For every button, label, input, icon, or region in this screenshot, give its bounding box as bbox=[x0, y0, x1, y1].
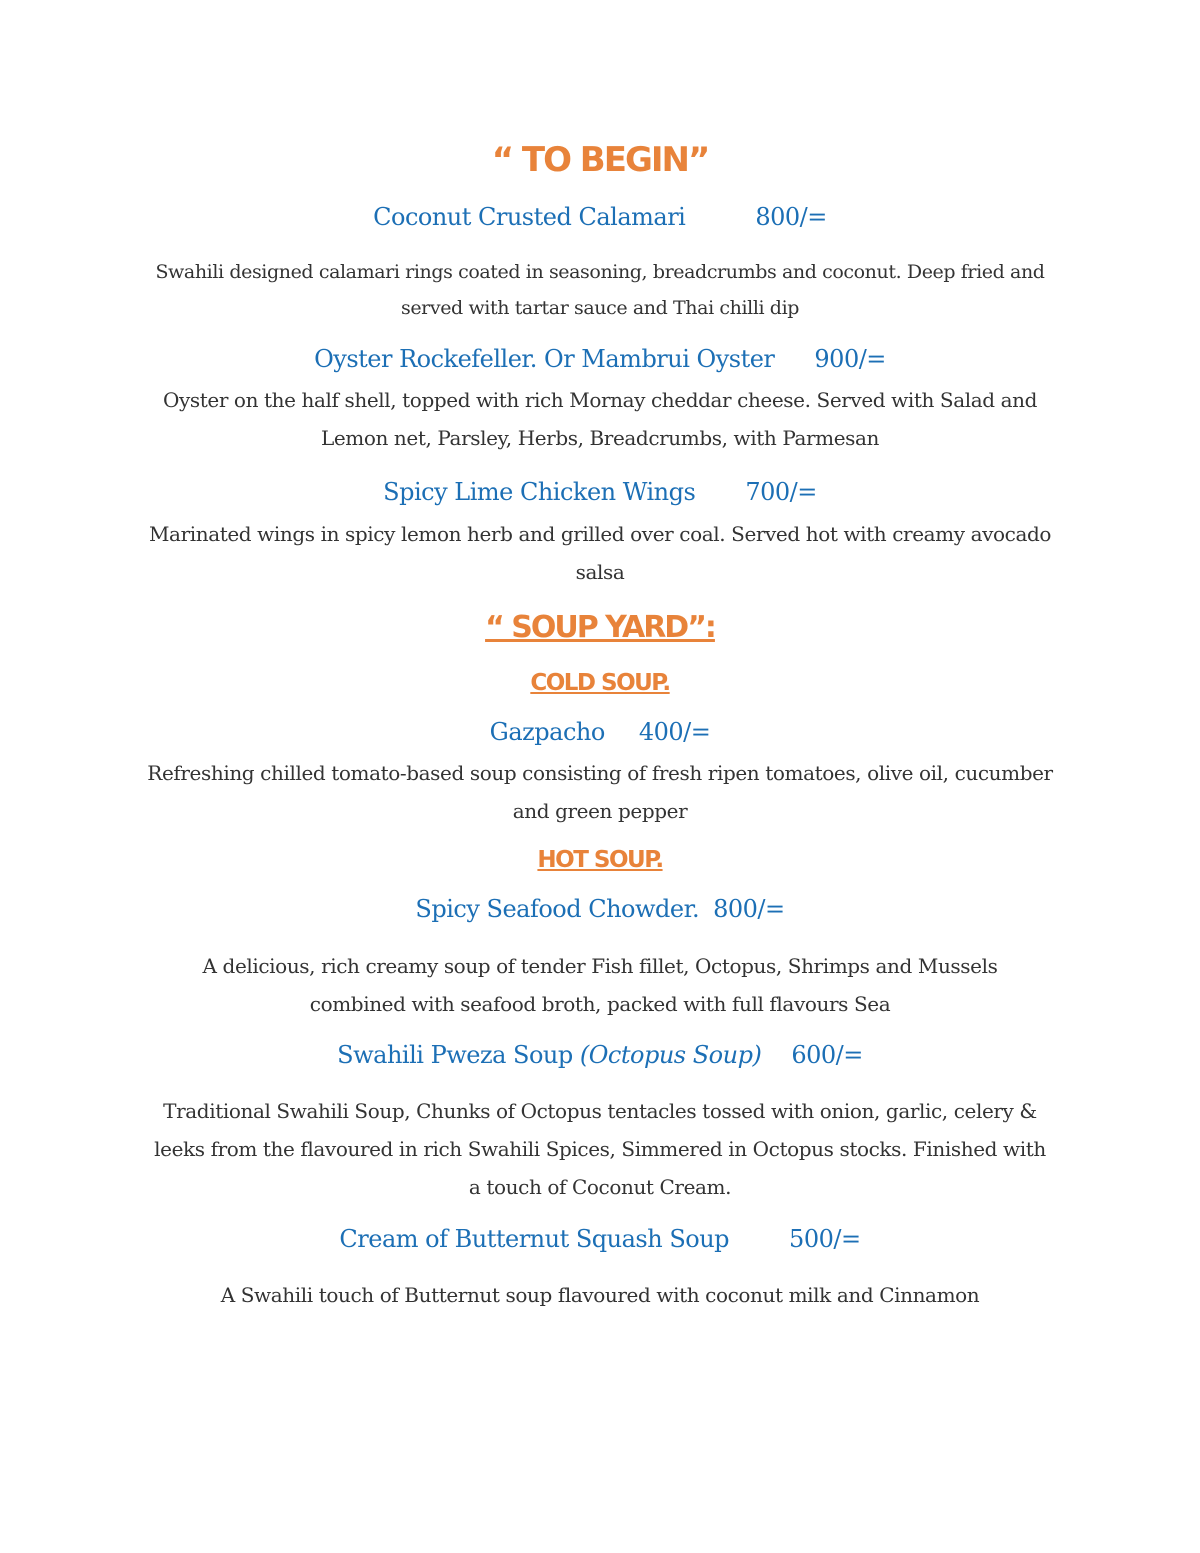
item-price: 700/= bbox=[745, 478, 817, 506]
subsection-heading-cold-soup: COLD SOUP. bbox=[530, 670, 670, 696]
menu-item-title bbox=[130, 1041, 1070, 1069]
item-price: 600/= bbox=[791, 1041, 863, 1069]
item-name: Cream of Butternut Squash Soup bbox=[339, 1225, 730, 1253]
item-description-line: a touch of Coconut Cream. bbox=[468, 1175, 732, 1199]
item-name: Spicy Lime Chicken Wings bbox=[383, 478, 696, 506]
menu-item-title bbox=[130, 1225, 1070, 1253]
subsection-heading-hot-soup: HOT SOUP. bbox=[537, 847, 663, 873]
item-description-line: Marinated wings in spicy lemon herb and grilled over coal. Served hot with creamy avocado bbox=[148, 522, 1052, 546]
item-description-line: salsa bbox=[575, 560, 625, 584]
menu-item-title bbox=[130, 718, 1070, 746]
item-price: 400/= bbox=[638, 718, 711, 746]
item-price: 800/= bbox=[755, 203, 827, 231]
item-description-line: Oyster on the half shell, topped with rich Mornay cheddar cheese. Served with Salad and bbox=[162, 388, 1038, 412]
item-description-line: Traditional Swahili Soup, Chunks of Octopus tentacles tossed with onion, garlic, celery & bbox=[163, 1099, 1037, 1123]
item-description-line: and green pepper bbox=[512, 799, 688, 823]
item-description-line: A delicious, rich creamy soup of tender Fish fillet, Octopus, Shrimps and Mussels bbox=[202, 954, 998, 978]
item-description-line: Swahili designed calamari rings coated in seasoning, breadcrumbs and coconut. Deep fried and bbox=[155, 261, 1045, 283]
menu-item-title bbox=[130, 345, 1070, 373]
item-description-line: Lemon net, Parsley, Herbs, Breadcrumbs, with Parmesan bbox=[320, 426, 880, 450]
item-name: Gazpacho bbox=[489, 718, 605, 746]
item-price: 900/= bbox=[814, 345, 886, 373]
item-name: Swahili Pweza Soup bbox=[337, 1041, 573, 1069]
item-name: Spicy Seafood Chowder. bbox=[415, 895, 700, 923]
item-description-line: A Swahili touch of Butternut soup flavoured with coconut milk and Cinnamon bbox=[220, 1283, 980, 1307]
menu-item-title bbox=[130, 895, 1070, 923]
menu-item-title bbox=[130, 203, 1070, 231]
section-heading-to-begin: “ TO BEGIN” bbox=[491, 140, 709, 180]
section-heading-soup-yard: “ SOUP YARD”: bbox=[485, 610, 715, 645]
item-name: Oyster Rockefeller. Or Mambrui Oyster bbox=[314, 345, 775, 373]
item-description-line: combined with seafood broth, packed with full flavours Sea bbox=[309, 992, 891, 1016]
item-name: Coconut Crusted Calamari bbox=[373, 203, 686, 231]
item-price: 500/= bbox=[789, 1225, 861, 1253]
item-description-line: leeks from the flavoured in rich Swahili Spices, Simmered in Octopus stocks. Finished with bbox=[154, 1137, 1046, 1161]
item-description-line: Refreshing chilled tomato-based soup consisting of fresh ripen tomatoes, olive oil, cucumber bbox=[147, 761, 1053, 785]
menu-item-title bbox=[130, 478, 1070, 506]
item-description-line: served with tartar sauce and Thai chilli dip bbox=[400, 297, 800, 319]
item-name-note: (Octopus Soup) bbox=[579, 1041, 762, 1069]
item-price: 800/= bbox=[713, 895, 785, 923]
